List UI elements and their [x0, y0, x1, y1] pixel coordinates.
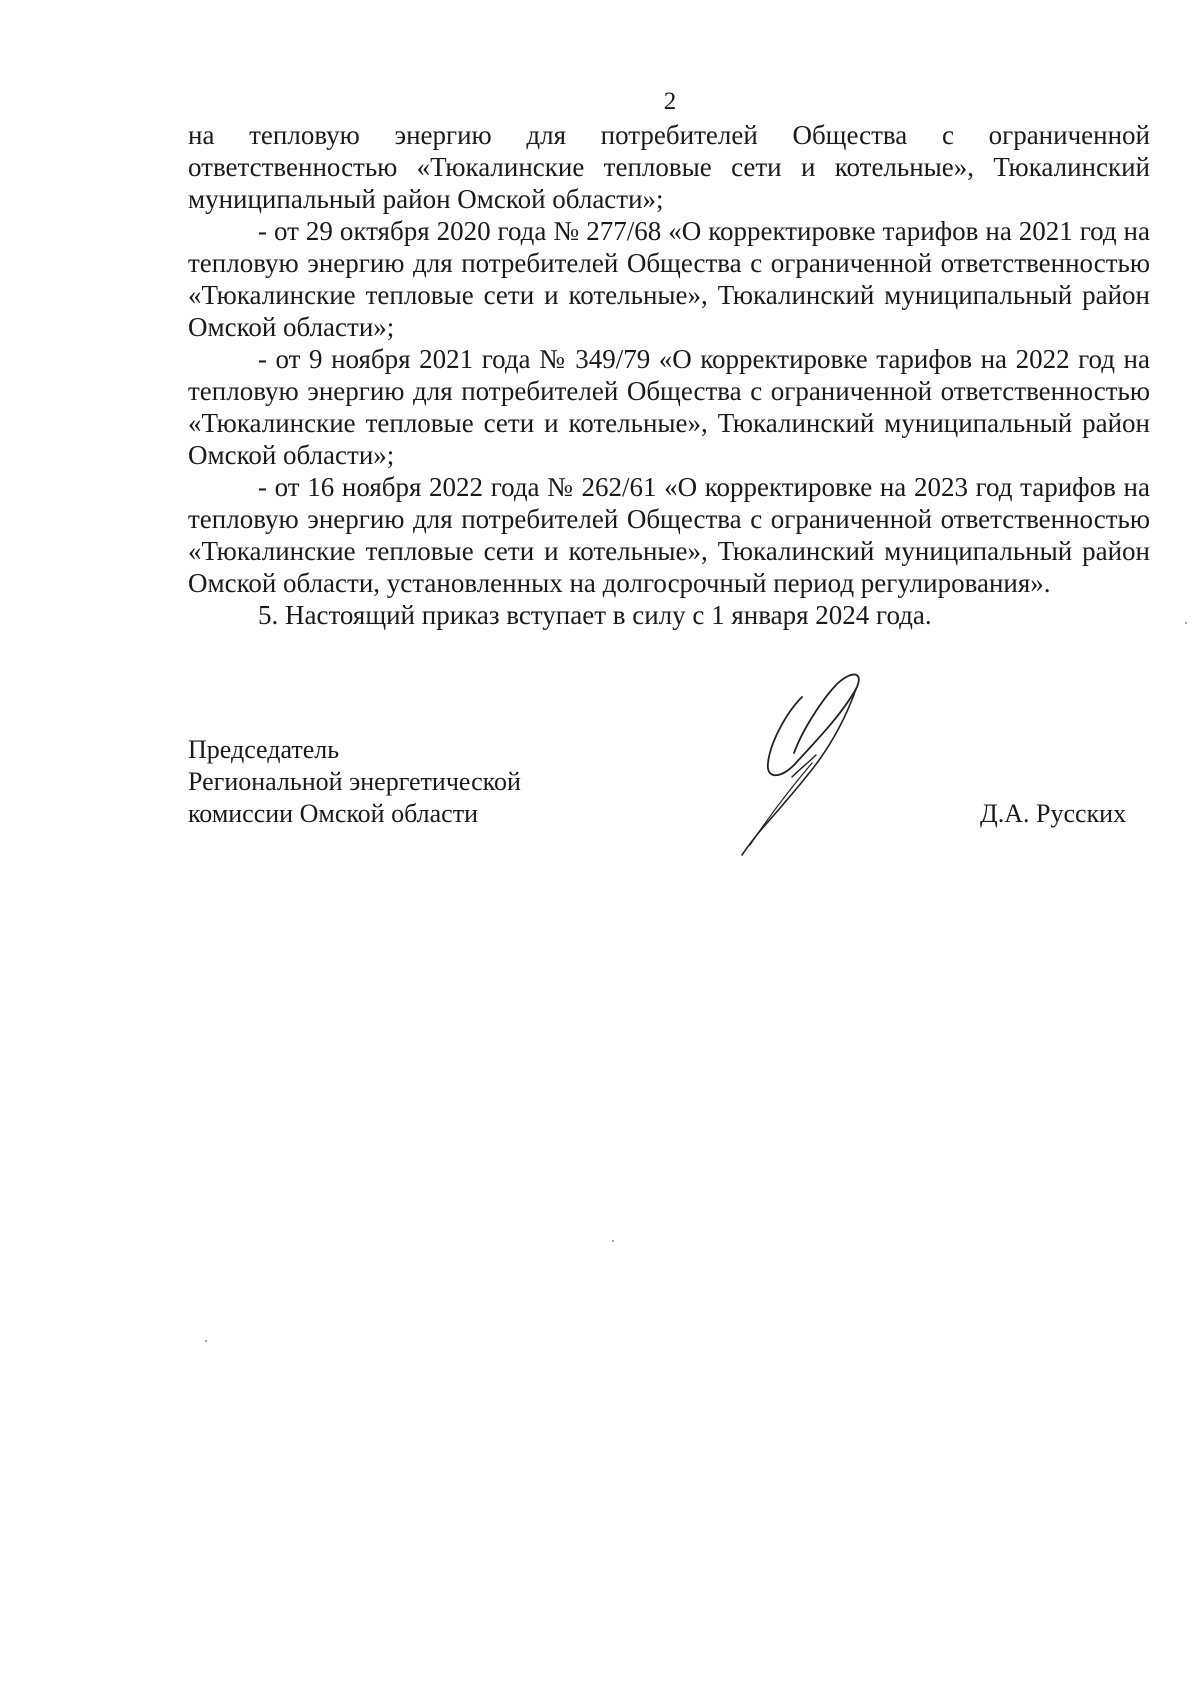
- paragraph-continuation: на тепловую энергию для потребителей Общества с ограниченной ответственностью «Тюкалинские тепловые сети и котельные», Тюкалинский муниципальный район Омской области»;: [188, 120, 1150, 214]
- paragraph-order-2020: - от 29 октября 2020 года № 277/68 «О корректировке тарифов на 2021 год на тепловую энергию для потребителей Общества с ограниченной ответственностью «Тюкалинские тепловые сети и котельные», Тюкалинский муниципальный район Омской области»;: [188, 216, 1150, 342]
- scan-speck: [205, 1340, 207, 1342]
- position-line: Региональной энергетической: [188, 767, 521, 796]
- signature-position: [188, 734, 608, 830]
- scan-speck: [612, 1240, 614, 1242]
- paragraph-order-2022: - от 16 ноября 2022 года № 262/61 «О корректировке на 2023 год тарифов на тепловую энергию для потребителей Общества с ограниченной ответственностью «Тюкалинские тепловые сети и котельные», Тюкалинский муниципальный район Омской области, установленных на долгосрочный период регулирования».: [188, 472, 1150, 598]
- handwritten-signature: [730, 665, 910, 865]
- paragraph-order-2021: - от 9 ноября 2021 года № 349/79 «О корректировке тарифов на 2022 год на тепловую энергию для потребителей Общества с ограниченной ответственностью «Тюкалинские тепловые сети и котельные», Тюкалинский муниципальный район Омской области»;: [188, 344, 1150, 470]
- signatory-name: Д.А. Русских: [980, 799, 1127, 828]
- page-number: 2: [663, 88, 677, 115]
- document-body: [188, 119, 1150, 631]
- position-line: Председатель: [188, 735, 340, 764]
- paragraph-effective-date: 5. Настоящий приказ вступает в силу с 1 января 2024 года.: [258, 600, 932, 630]
- scan-speck: [1185, 622, 1187, 624]
- position-line: комиссии Омской области: [188, 799, 478, 828]
